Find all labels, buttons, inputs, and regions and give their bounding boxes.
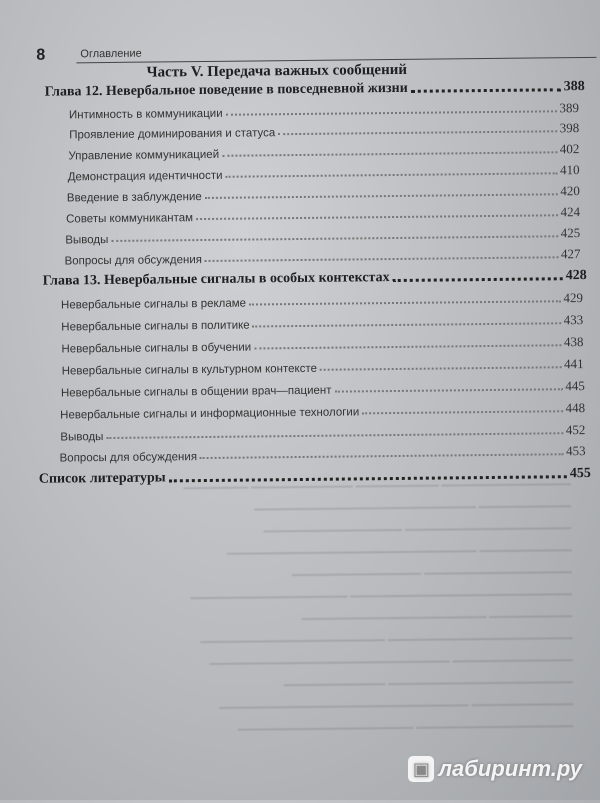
toc-item [62, 352, 584, 377]
toc-label: Выводы [60, 431, 104, 444]
toc-label: Невербальные сигналы в обучении [61, 341, 252, 356]
labyrinth-logo-icon: ▣ [408, 756, 434, 782]
toc-chapter [43, 264, 587, 290]
toc-label: Выводы [65, 233, 109, 247]
toc-item [61, 308, 583, 333]
toc-page: 427 [560, 246, 581, 262]
page-number: 8 [36, 46, 46, 64]
dot-leader [205, 193, 558, 199]
toc-label: Вопросы для обсуждения [64, 254, 203, 268]
toc-page: 429 [563, 290, 584, 306]
dot-leader [196, 214, 558, 220]
toc-page: 445 [565, 378, 585, 394]
toc-item [64, 242, 580, 267]
toc-page: 402 [559, 141, 580, 157]
dot-leader [249, 300, 560, 305]
bleed-through-text: ▁▁▁▁▁▁▁▁▁▁▁▁▁▁ ▁▁▁▁▁▁▁▁▁ ▁▁▁▁▁▁▁▁▁▁▁ ▁▁▁▁▁▁▁ ▁▁▁▁▁▁▁▁▁▁ ▁▁▁▁▁▁▁▁▁▁▁▁▁▁▁▁▁▁▁▁▁▁▁▁ ▁▁▁▁▁▁▁▁▁▁▁▁▁▁▁▁▁▁ ▁▁▁▁▁▁▁▁▁▁▁▁▁▁▁ ▁▁▁▁▁▁▁▁▁▁ ▁▁▁▁▁▁▁▁▁▁▁▁▁▁▁▁▁▁▁▁▁▁▁▁▁▁▁ ▁▁▁▁▁▁▁▁▁▁▁▁▁▁▁▁ ▁▁▁▁▁▁▁▁▁▁▁▁▁▁ ▁▁▁▁▁▁▁▁▁▁▁▁▁▁▁▁▁▁▁▁▁▁▁▁ ▁▁▁▁▁▁▁▁▁▁▁▁▁▁▁▁▁ ▁▁▁▁▁▁▁▁▁ ▁▁▁▁▁▁▁▁▁▁▁▁▁▁▁▁▁▁▁▁ ▁▁▁▁▁▁▁▁▁▁▁▁▁▁▁▁▁▁▁▁ ▁▁▁▁▁▁▁▁▁▁▁▁▁▁▁▁▁▁▁▁ ▁▁▁▁▁▁▁▁▁▁▁▁▁ ▁▁▁▁▁▁▁▁▁▁▁▁▁▁▁▁▁▁▁▁▁▁▁▁▁▁ ▁▁▁▁▁▁▁▁▁▁▁▁▁▁▁▁▁▁▁▁ ▁▁▁▁▁▁▁▁▁▁▁ ▁▁▁▁▁▁▁▁▁▁▁ ▁▁▁▁▁▁▁▁▁▁▁▁▁▁▁▁▁▁▁▁▁▁▁▁▁▁▁ ▁▁▁▁▁▁▁▁▁▁▁▁▁▁▁▁▁ ▁▁▁▁▁▁▁▁▁▁▁▁▁▁▁▁▁▁▁ [183, 471, 574, 731]
dot-leader [254, 344, 561, 349]
toc-page: 388 [563, 79, 585, 95]
dot-leader [225, 172, 557, 177]
dot-leader [278, 130, 557, 135]
toc-page: 441 [564, 356, 584, 372]
dot-leader [111, 235, 557, 242]
dot-leader [393, 277, 563, 282]
labirint-watermark [408, 756, 582, 782]
toc-item [60, 396, 585, 421]
section-label: Оглавление [80, 47, 142, 61]
toc-label: Советы коммуникантам [66, 212, 194, 226]
dot-leader [320, 366, 561, 371]
toc-page: 424 [560, 204, 581, 220]
toc-item [61, 374, 585, 399]
toc-label: Глава 13. Невербальные сигналы в особых контекстах [42, 270, 390, 289]
toc-page: 428 [565, 267, 587, 284]
toc-page: 398 [559, 120, 580, 136]
dot-leader [205, 256, 558, 262]
toc-item [61, 286, 583, 311]
toc-label: Введение в заблуждение [66, 191, 202, 205]
dot-leader [362, 410, 562, 414]
dot-leader [222, 151, 557, 157]
toc-page: 420 [560, 183, 580, 199]
dot-leader [411, 88, 561, 93]
toc-page: 425 [560, 225, 581, 241]
dot-leader [226, 110, 557, 115]
dot-leader [200, 453, 563, 459]
dot-leader [253, 322, 561, 327]
toc-page: 438 [563, 334, 584, 350]
toc-page: 433 [563, 312, 584, 328]
watermark-text: лабиринт.ру [438, 756, 582, 781]
part-title: Часть V. Передача важных сообщений [146, 61, 408, 81]
toc-item [59, 439, 585, 465]
toc-chapter [39, 462, 591, 488]
toc-page: 389 [559, 100, 580, 116]
dot-leader [334, 388, 562, 392]
dot-leader [106, 432, 562, 439]
toc-label: Управление коммуникацией [68, 148, 220, 163]
toc-page: 410 [560, 162, 580, 178]
toc-page: 448 [565, 400, 586, 416]
toc-label: Невербальные сигналы в культурном контексте [61, 362, 318, 378]
toc-page: 455 [569, 465, 591, 482]
toc-label: Невербальные сигналы в рекламе [60, 297, 247, 312]
toc-label: Невербальные сигналы и информационные технологии [60, 406, 360, 422]
toc-label: Глава 12. Невербальное поведение в повседневной жизни [44, 80, 408, 100]
toc-label: Невербальные сигналы в политике [61, 319, 250, 334]
toc-page: 453 [565, 443, 586, 459]
toc-label: Список литературы [38, 470, 166, 487]
dot-leader [169, 475, 567, 482]
toc-item [61, 330, 583, 355]
toc-label: Невербальные сигналы в общении врач—пациент [60, 384, 332, 400]
toc-label: Демонстрация идентичности [67, 169, 223, 184]
toc-label: Вопросы для обсуждения [59, 451, 198, 465]
toc-label: Проявление доминирования и статуса [69, 127, 276, 142]
toc-page: 452 [565, 422, 586, 438]
toc-label: Интимность в коммуникации [68, 107, 223, 122]
